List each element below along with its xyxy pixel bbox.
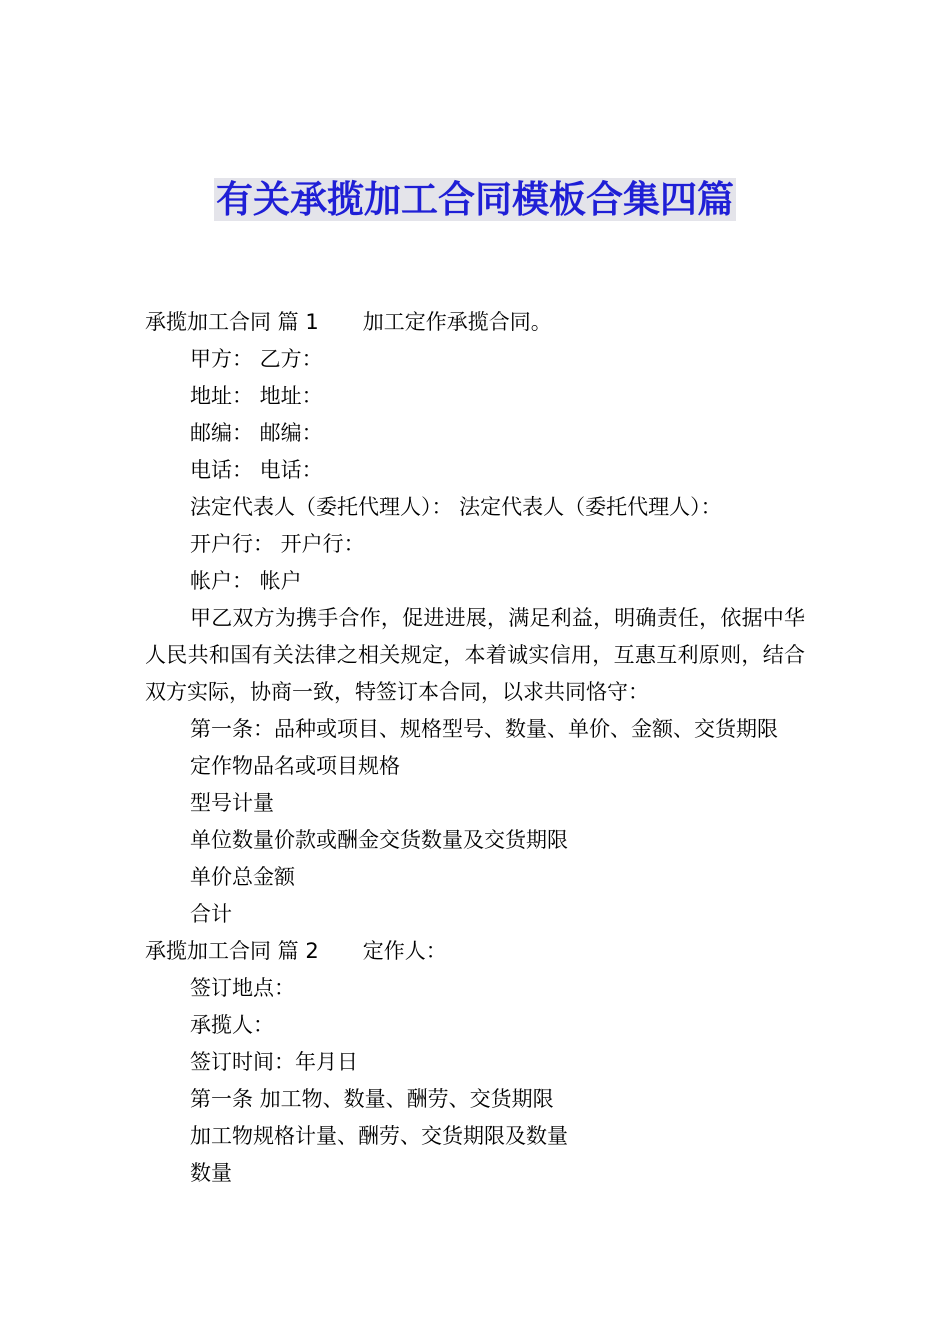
section-2-heading — [145, 933, 805, 970]
phone-line: 电话： 电话： — [190, 458, 323, 482]
signing-place-line: 签订地点： — [190, 976, 295, 1000]
contractor-line: 承揽人： — [190, 1013, 274, 1037]
account-line: 帐户： 帐户 — [190, 569, 302, 593]
section-2-heading-text: 定作人： — [362, 939, 447, 963]
address-line: 地址： 地址： — [190, 384, 323, 408]
bank-line: 开户行： 开户行： — [190, 532, 365, 556]
list-item: 合计 — [190, 902, 232, 926]
list-item: 单位数量价款或酬金交货数量及交货期限 — [190, 828, 568, 852]
preamble-paragraph: 甲乙双方为携手合作，促进进展，满足利益，明确责任，依据中华人民共和国有关法律之相关规定，本着诚实信用，互惠互利原则，结合双方实际，协商一致，特签订本合同，以求共同恪守： — [145, 606, 805, 704]
processed-goods-line: 加工物规格计量、酬劳、交货期限及数量 — [190, 1124, 568, 1148]
section-2-heading-label: 承揽加工合同 篇 2 — [145, 939, 319, 963]
document-title — [0, 172, 950, 228]
postcode-line: 邮编： 邮编： — [190, 421, 323, 445]
section-1-heading-label: 承揽加工合同 篇 1 — [145, 310, 319, 334]
section-1-heading — [145, 304, 805, 341]
article-1-line: 第一条 加工物、数量、酬劳、交货期限 — [190, 1087, 554, 1111]
signing-date-line: 签订时间：年月日 — [190, 1050, 358, 1074]
article-1-paragraph: 第一条：品种或项目、规格型号、数量、单价、金额、交货期限 — [190, 717, 778, 741]
quantity-line: 数量 — [190, 1161, 232, 1185]
list-item: 单价总金额 — [190, 865, 295, 889]
list-item: 型号计量 — [190, 791, 274, 815]
section-1-heading-text: 加工定作承揽合同。 — [362, 310, 552, 334]
legal-representative-line: 法定代表人（委托代理人）： 法定代表人（委托代理人）： — [190, 495, 722, 519]
document-body — [145, 304, 805, 1192]
document-title-text: 有关承揽加工合同模板合集四篇 — [216, 178, 734, 221]
list-item: 定作物品名或项目规格 — [190, 754, 400, 778]
party-line: 甲方： 乙方： — [190, 347, 323, 371]
